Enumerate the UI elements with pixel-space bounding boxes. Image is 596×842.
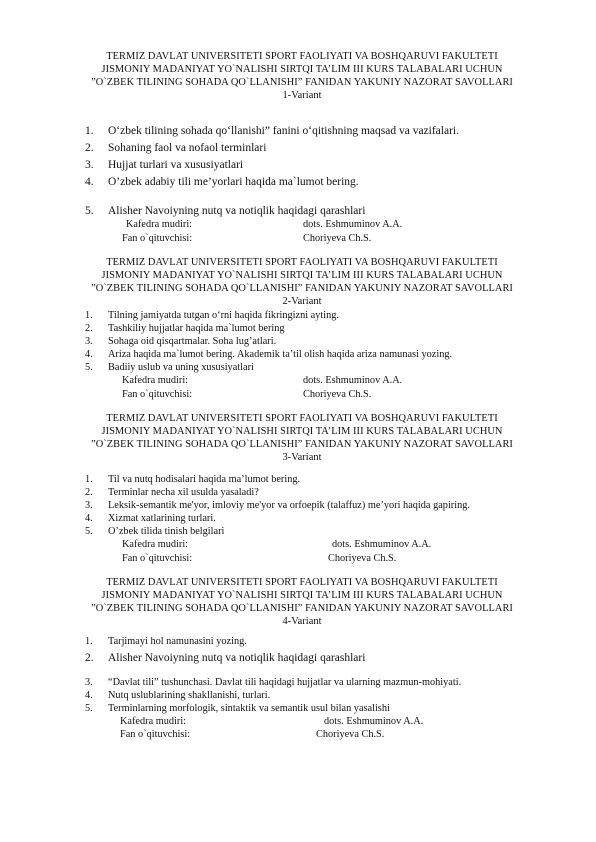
question-number: 3. bbox=[85, 336, 93, 347]
question-text: Ariza haqida ma`lumot bering. Akademik ta’til olish haqida ariza namunasi yozing. bbox=[108, 349, 453, 360]
header-program-line: JISMONIY MADANIYAT YO`NALISHI SIRTQI TA’LIM III KURS TALABALARI UCHUN bbox=[101, 270, 503, 281]
signature-role: Fan o`qituvchisi: bbox=[122, 389, 193, 400]
variant-2-header bbox=[42, 256, 562, 308]
question-text: Sohaga oid qisqartmalar. Soha lug’atlari. bbox=[108, 336, 277, 347]
question-number: 2. bbox=[85, 652, 94, 664]
question-number: 1. bbox=[85, 636, 93, 647]
header-program-line: JISMONIY MADANIYAT YO`NALISHI SIRTQI TA’LIM III KURS TALABALARI UCHUN bbox=[101, 64, 503, 75]
question-text: Badiiy uslub va uning xususiyatlari bbox=[108, 362, 254, 373]
question-number: 3. bbox=[85, 500, 93, 511]
variant-3-header bbox=[42, 412, 562, 464]
signature-role: Kafedra mudiri: bbox=[122, 539, 189, 550]
question-text: Tarjimayi hol namunasini yozing. bbox=[108, 636, 247, 647]
question-text: Xizmat xatlarining turlari. bbox=[108, 513, 216, 524]
variant-1-header bbox=[42, 50, 562, 102]
signature-name: dots. Eshmuminov A.A. bbox=[324, 716, 424, 727]
header-university-line: TERMIZ DAVLAT UNIVERSITETI SPORT FAOLIYATI VA BOSHQARUVI FAKULTETI bbox=[106, 413, 498, 424]
question-number: 4. bbox=[85, 349, 93, 360]
question-text: Alisher Navoiyning nutq va notiqlik haqidagi qarashlari bbox=[108, 205, 366, 217]
signature-name: Choriyeva Ch.S. bbox=[316, 729, 385, 740]
header-subject-line: ”O`ZBEK TILINING SOHADA QO`LLANISHI” FANIDAN YAKUNIY NAZORAT SAVOLLARI bbox=[91, 77, 513, 88]
question-number: 5. bbox=[85, 205, 94, 217]
question-text: Hujjat turlari va xususiyatlari bbox=[108, 159, 244, 171]
header-program-line: JISMONIY MADANIYAT YO`NALISHI SIRTQI TA’LIM III KURS TALABALARI UCHUN bbox=[101, 426, 503, 437]
question-number: 3. bbox=[85, 159, 94, 171]
signature-role: Kafedra mudiri: bbox=[122, 375, 189, 386]
question-text: Tilning jamiyatda tutgan o‘rni haqida fikringizni ayting. bbox=[108, 310, 339, 321]
header-subject-line: ”O`ZBEK TILINING SOHADA QO`LLANISHI” FANIDAN YAKUNIY NAZORAT SAVOLLARI bbox=[91, 439, 513, 450]
header-university-line: TERMIZ DAVLAT UNIVERSITETI SPORT FAOLIYATI VA BOSHQARUVI FAKULTETI bbox=[106, 51, 498, 62]
question-number: 4. bbox=[85, 690, 93, 701]
signature-name: dots. Eshmuminov A.A. bbox=[303, 219, 403, 230]
question-number: 1. bbox=[85, 125, 94, 137]
question-number: 5. bbox=[85, 362, 93, 373]
question-text: Leksik-semantik me'yor, imloviy me'yor va orfoepik (talaffuz) me’yori haqida gapiring. bbox=[108, 500, 470, 511]
question-text: O’zbek adabiy tili me’yorlari haqida ma`lumot bering. bbox=[108, 176, 359, 188]
variant-title: 1-Variant bbox=[282, 90, 322, 101]
variant-title: 2-Variant bbox=[282, 296, 322, 307]
header-subject-line: ”O`ZBEK TILINING SOHADA QO`LLANISHI” FANIDAN YAKUNIY NAZORAT SAVOLLARI bbox=[91, 283, 513, 294]
signature-role: Fan o`qituvchisi: bbox=[122, 553, 193, 564]
question-number: 5. bbox=[85, 703, 93, 714]
header-program-line: JISMONIY MADANIYAT YO`NALISHI SIRTQI TA’LIM III KURS TALABALARI UCHUN bbox=[101, 590, 503, 601]
signature-role: Fan o`qituvchisi: bbox=[120, 729, 191, 740]
header-university-line: TERMIZ DAVLAT UNIVERSITETI SPORT FAOLIYATI VA BOSHQARUVI FAKULTETI bbox=[106, 577, 498, 588]
question-number: 5. bbox=[85, 526, 93, 537]
signature-name: Choriyeva Ch.S. bbox=[303, 389, 372, 400]
question-text: Terminlarning morfologik, sintaktik va semantik usul bilan yasalishi bbox=[108, 703, 390, 714]
question-text: Tashkiliy hujjatlar haqida ma`lumot bering bbox=[108, 323, 285, 334]
question-number: 1. bbox=[85, 474, 93, 485]
question-text: Nutq uslublarining shakllanishi, turlari. bbox=[108, 690, 271, 701]
header-university-line: TERMIZ DAVLAT UNIVERSITETI SPORT FAOLIYATI VA BOSHQARUVI FAKULTETI bbox=[106, 257, 498, 268]
signature-name: Choriyeva Ch.S. bbox=[328, 553, 397, 564]
question-number: 4. bbox=[85, 176, 94, 188]
question-number: 3. bbox=[85, 677, 93, 688]
question-number: 1. bbox=[85, 310, 93, 321]
variant-title: 4-Variant bbox=[282, 616, 322, 627]
signature-name: Choriyeva Ch.S. bbox=[303, 233, 372, 244]
question-text: Alisher Navoiyning nutq va notiqlik haqidagi qarashlari bbox=[108, 652, 366, 664]
question-text: “Davlat tili” tushunchasi. Davlat tili haqidagi hujjatlar va ularning mazmun-mohiyati. bbox=[108, 677, 462, 688]
question-number: 4. bbox=[85, 513, 93, 524]
signature-role: Kafedra mudiri: bbox=[120, 716, 187, 727]
question-text: O‘zbek tilining sohada qo‘llanishi” fanini o‘qitishning maqsad va vazifalari. bbox=[108, 125, 459, 137]
question-text: Til va nutq hodisalari haqida ma’lumot bering. bbox=[108, 474, 301, 485]
question-number: 2. bbox=[85, 487, 93, 498]
question-text: Terminlar necha xil usulda yasaladi? bbox=[108, 487, 259, 498]
variant-title: 3-Variant bbox=[282, 452, 322, 463]
header-subject-line: ”O`ZBEK TILINING SOHADA QO`LLANISHI” FANIDAN YAKUNIY NAZORAT SAVOLLARI bbox=[91, 603, 513, 614]
signature-role: Fan o`qituvchisi: bbox=[122, 233, 193, 244]
signature-name: dots. Eshmuminov A.A. bbox=[303, 375, 403, 386]
question-number: 2. bbox=[85, 323, 93, 334]
signature-name: dots. Eshmuminov A.A. bbox=[332, 539, 432, 550]
signature-role: Kafedra mudiri: bbox=[126, 219, 193, 230]
question-text: Sohaning faol va nofaol terminlari bbox=[108, 142, 267, 154]
question-number: 2. bbox=[85, 142, 94, 154]
question-text: O’zbek tilida tinish belgilari bbox=[108, 526, 225, 537]
variant-4-header bbox=[42, 576, 562, 628]
